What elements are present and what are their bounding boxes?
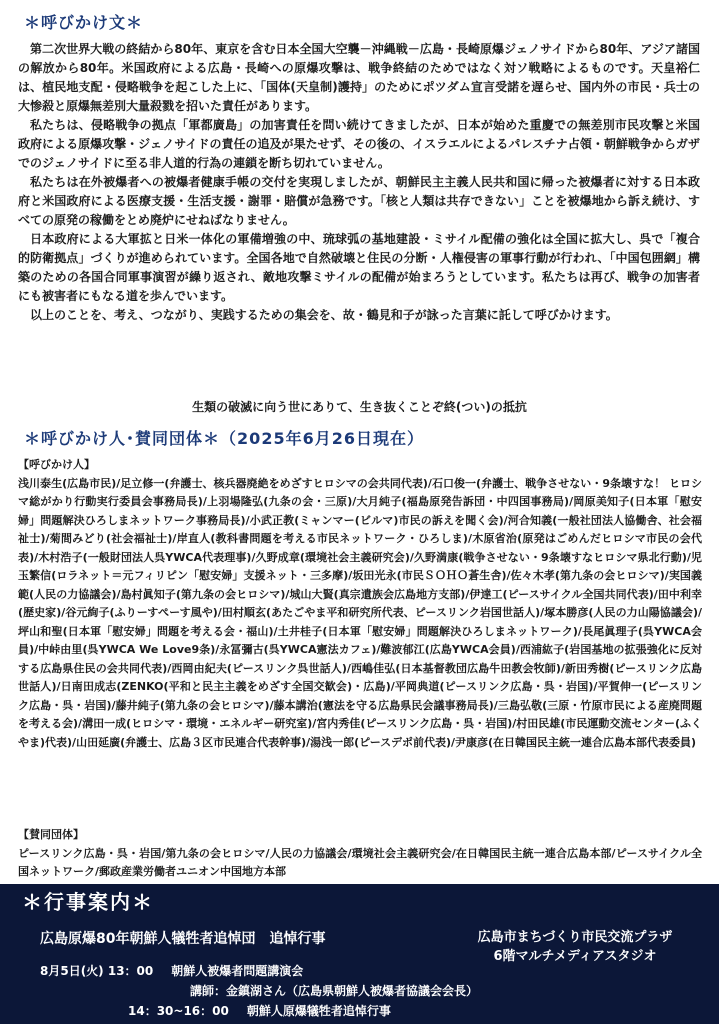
lecture-title: 朝鮮人被爆者問題講演会 xyxy=(171,964,304,978)
event-title-text: 行事案内 xyxy=(44,890,132,914)
memorial-line xyxy=(128,1002,391,1019)
callers-names: 浅川泰生(広島市民)/足立修一(弁護士、核兵器廃絶をめざすヒロシマの会共同代表)/石口俊一(弁護士、戦争させない・9条壊すな！ ヒロシマ総がかり行動実行委員会事務局長)/上羽場隆弘(九条の会・三原)/大月純子(福島原発告訴団・中四国事務局)/岡原美知子(日本軍「慰安婦」問題解決ひろしまネットワーク事務局長)/小武正教(ミャンマー(ビルマ)市民の訴えを聞く会)/河合知義(一般社団法人協働舎、社会福祉士)/菊間みどり(社会福祉士)/岸直人(教科書問題を考える市民ネットワーク・ひろしま)/木原省治(原発はごめんだヒロシマ市民の会代表)/木村浩子(一般財団法人呉YWCA代表理事)/久野成章(環境社会主義研究会)/久野満康(戦争させない・9条壊すなヒロシマ県北行動)/児玉繁信(ロラネット＝元フィリピン「慰安婦」支援ネット・三多摩)/坂田光永(市民ＳＯＨＯ蒼生舎)/佐々木孝(第九条の会ヒロシマ)/実国義範(人民の力協議会)/島村眞知子(第九条の会ヒロシマ)/城山大賢(真宗遺族会広島地方支部)/伊達工(ピースサイクル全国共同代表)/田中利幸(歴史家)/谷元絢子(ふりーすぺーす風や)/田村順玄(あたごやま平和研究所代表、ピースリンク岩国世話人)/塚本勝彦(人民の力山陽協議会)/坪山和聖(日本軍「慰安婦」問題を考える会・福山)/土井桂子(日本軍「慰安婦」問題解決ひろしまネットワーク)/長尾眞理子(呉YWCA会員)/中峠由里(呉YWCA We Love9条)/永冨彌古(呉YWCA憲法カフェ)/難波郁江(広島YWCA会員)/西浦紘子(岩国基地の拡張強化に反対する広島県住民の会共同代表)/西岡由紀夫(ピースリンク呉世話人)/西嶋佳弘(日本基督教団広島牛田教会牧師)/新田秀樹(ピースリンク広島世話人)/日南田成志(ZENKO(平和と民主主義をめざす全国交歓会)・広島)/平岡典道(ピースリンク広島・呉・岩国)/平賀伸一(ピースリンク広島・呉・岩国)/藤井純子(第九条の会ヒロシマ)/藤本講治(憲法を守る広島県民会議事務局長)/三島弘敬(三原・竹原市民による産廃問題を考える会)/溝田一成(ヒロシマ・環境・エネルギー研究室)/宮内秀佳(ピースリンク広島・呉・岩国)/村田民雄(市民運動交流センター(ふくやま)代表)/山田延廣(弁護士、広島３区市民連合代表幹事)/湯浅一郎(ピースデポ前代表)/尹康彦(在日韓国民主統一連合広島本部代表委員) xyxy=(18,476,702,749)
memorial-title: 朝鮮人原爆犠牲者追悼行事 xyxy=(246,1004,391,1018)
callers-heading: 【呼びかけ人】 xyxy=(18,458,95,471)
appeal-paragraph: 私たちは、侵略戦争の拠点「軍都廣島」の加害責任を問い続けてきましたが、日本が始めた重慶での無差別市民攻撃と米国政府による原爆攻撃・ジェノサイドの責任の追及が果たせず、その後の、イスラエルによるパレスチナ占領・朝鮮戦争からガザでのジェノサイドに至る非人道的行為の連鎖を断ち切れていません。 xyxy=(18,118,700,170)
event-date-time: 8月5日(火) 13：00 xyxy=(40,964,154,978)
event-name: 広島原爆80年朝鮮人犠牲者追悼団 追悼行事 xyxy=(40,931,326,947)
callers-title-text: 呼びかけ人･賛同団体 xyxy=(41,429,204,448)
appeal-section-title xyxy=(24,10,143,33)
appeal-paragraph: 私たちは在外被爆者への被爆者健康手帳の交付を実現しましたが、朝鮮民主主義人民共和国に帰った被爆者に対する日本政府と米国政府による医療支援・生活支援・謝罪・賠償が急務です。「核と人類は共存できない」ことを被爆地から訴え続け、すべての原発の稼働をとめ廃炉にせねばなりません。 xyxy=(18,175,700,227)
event-section-title xyxy=(22,886,154,915)
event-venue xyxy=(440,928,710,966)
appeal-paragraph: 第二次世界大戦の終結から80年、東京を含む日本全国大空襲－沖縄戦－広島・長崎原爆ジェノサイドから80年、アジア諸国の解放から80年。米国政府による広島・長崎への原爆攻撃は、戦争終結のためではなく対ソ戦略によるものです。天皇裕仁は、植民地支配・侵略戦争を起こした上に、「国体(天皇制)護持」のためにポツダム宣言受諾を遅らせ、国内外の市民・兵士の大惨殺と原爆無差別大量殺戮を招いた責任があります。 xyxy=(18,42,700,113)
poem-quote: 生類の破滅に向う世にありて、生き抜くことぞ終(つい)の抵抗 xyxy=(192,400,527,414)
venue-line-2: 6階マルチメディアスタジオ xyxy=(493,949,657,964)
speaker-line: 講師：金鎮湖さん（広島県朝鮮人被爆者協議会会長） xyxy=(190,984,479,998)
asterisk-icon: ＊ xyxy=(132,890,154,914)
event-info-panel xyxy=(0,884,719,1024)
asterisk-icon: ＊ xyxy=(24,13,42,32)
memorial-time: 14：30~16：00 xyxy=(128,1004,229,1018)
appeal-title-text: 呼びかけ文 xyxy=(41,13,127,32)
orgs-heading: 【賛同団体】 xyxy=(18,828,84,841)
venue-line-1: 広島市まちづくり市民交流プラザ xyxy=(477,930,673,945)
as-of-date: （2025年6月26日現在） xyxy=(220,429,424,448)
orgs-names: ピースリンク広島・呉・岩国/第九条の会ヒロシマ/人民の力協議会/環境社会主義研究会/在日韓国民主統一連合広島本部/ピースサイクル全国ネットワーク/郵政産業労働者ユニオン中国地方本部 xyxy=(18,846,702,878)
appeal-text xyxy=(18,40,700,325)
appeal-paragraph: 日本政府による大軍拡と日米一体化の軍備増強の中、琉球弧の基地建設・ミサイル配備の強化は全国に拡大し、呉で「複合的防衛拠点」づくりが進められています。全国各地で自然破壊と住民の分断・人権侵害の軍事行動が行われ、「中国包囲網」構築のための各国合同軍事演習が繰り返され、敵地攻撃ミサイルの配備が始まろうとしています。私たちは再び、戦争の加害者にも被害者にもなる道を歩んでいます。 xyxy=(18,232,700,303)
supporting-orgs-list xyxy=(18,826,702,882)
asterisk-icon: ＊ xyxy=(126,13,144,32)
asterisk-icon: ＊ xyxy=(22,890,44,914)
callers-section-title xyxy=(24,426,424,449)
appeal-paragraph: 以上のことを、考え、つながり、実践するための集会を、故・鶴見和子が詠った言葉に託して呼びかけます。 xyxy=(30,308,618,322)
lecture-line xyxy=(40,962,303,979)
callers-list xyxy=(18,456,702,752)
asterisk-icon: ＊ xyxy=(24,429,42,448)
asterisk-icon: ＊ xyxy=(203,429,221,448)
